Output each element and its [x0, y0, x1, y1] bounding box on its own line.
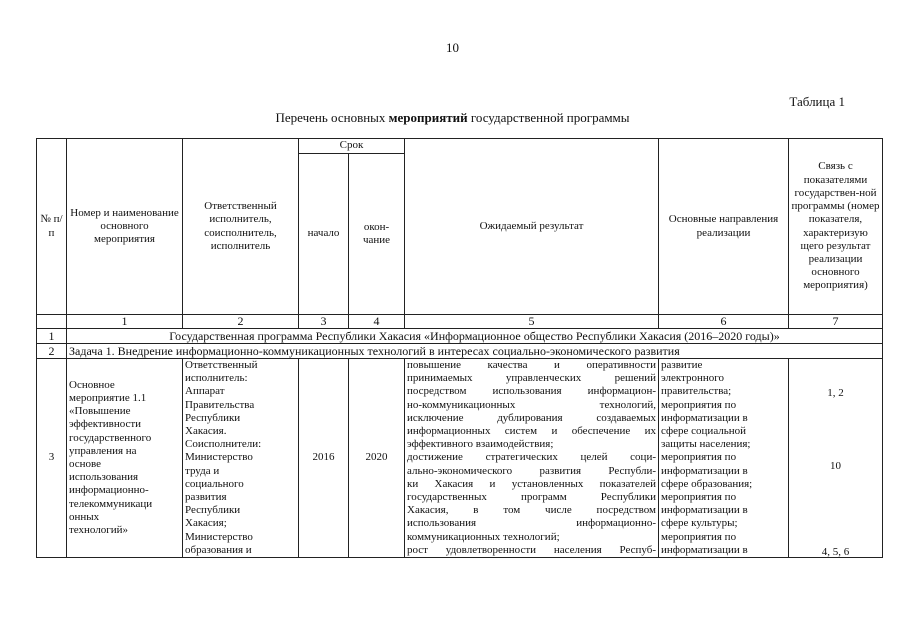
- header-start: начало: [299, 154, 349, 315]
- indicator-link: 10: [830, 460, 841, 472]
- cell-line: основе: [69, 458, 102, 471]
- cell-line: эффективного взаимодействия;: [407, 438, 554, 451]
- indicator-link: 1, 2: [827, 387, 844, 399]
- cell-line: Правительства: [185, 398, 255, 411]
- cell-line: Министерство: [185, 530, 253, 543]
- cell-line: Хакасия;: [185, 517, 227, 530]
- cell-line: Республики: [185, 504, 241, 517]
- cell-line: Основное: [69, 378, 115, 391]
- cell-line: информатизации в: [661, 411, 748, 424]
- cell-line: информационно-: [69, 484, 149, 497]
- cell-line: технологий»: [69, 524, 129, 537]
- program-row-num: 1: [37, 329, 67, 344]
- cell-line: «Повышение: [69, 405, 131, 418]
- event-name: [67, 359, 183, 558]
- cell-line: развитие: [661, 359, 703, 371]
- task-row-text: Задача 1. Внедрение информационно-коммуникационных технологий в интересах социально-экономического развития: [67, 344, 883, 359]
- cell-line: Хакасия.: [185, 425, 227, 438]
- cell-line: мероприятия по: [661, 398, 737, 411]
- header-directions: Основные направления реализации: [659, 139, 789, 315]
- indicator-link: 4, 5, 6: [821, 546, 850, 558]
- cell-line: Ответственный: [185, 359, 258, 371]
- column-number: [37, 315, 67, 329]
- cell-line: мероприятие 1.1: [69, 392, 147, 404]
- event-indicator-links: [789, 359, 883, 558]
- cell-line: государственного: [69, 431, 152, 444]
- cell-line: онных: [69, 510, 100, 523]
- header-result: Ожидаемый результат: [405, 139, 659, 315]
- cell-line: защиты населения;: [661, 438, 751, 451]
- cell-line: Министерство: [185, 451, 253, 464]
- cell-line: управления на: [69, 444, 137, 457]
- cell-line: телекоммуникаци: [69, 497, 153, 510]
- cell-line: исполнитель:: [185, 372, 248, 385]
- cell-line: мероприятия по: [661, 491, 737, 504]
- events-table: [36, 138, 883, 558]
- column-number: 4: [349, 315, 405, 329]
- column-number: 1: [67, 315, 183, 329]
- cell-line: посредством использования информацион-: [407, 385, 656, 398]
- cell-line: использования: [69, 471, 139, 484]
- column-number: 2: [183, 315, 299, 329]
- cell-line: Аппарат: [185, 385, 225, 398]
- cell-line: достижение стратегических целей соци-: [407, 451, 656, 464]
- cell-line: ки Хакасия и установленных показателей: [407, 477, 656, 490]
- cell-line: образования и: [185, 543, 252, 556]
- column-number: 3: [299, 315, 349, 329]
- header-num: № п/п: [37, 139, 67, 315]
- task-row-num: 2: [37, 344, 67, 359]
- cell-line: ально-экономического развития Республи-: [407, 464, 656, 477]
- cell-line: информатизации в: [661, 464, 748, 477]
- cell-line: государственных программ Республики: [407, 491, 656, 504]
- title-bold-word: мероприятий: [388, 110, 468, 125]
- cell-line: мероприятия по: [661, 530, 737, 543]
- table-label: Таблица 1: [789, 94, 845, 109]
- title-end: государственной программы: [467, 110, 630, 125]
- program-row-text: Государственная программа Республики Хакасия «Информационное общество Республики Хакасия (2016–2020 годы)»: [67, 329, 883, 344]
- cell-line: труда и: [185, 464, 220, 477]
- cell-line: Хакасия, в том числе посредством: [407, 504, 656, 517]
- document-title: [0, 110, 905, 126]
- cell-line: повышение качества и оперативности: [407, 359, 656, 371]
- header-term: Срок: [299, 139, 405, 154]
- event-directions: [659, 359, 789, 558]
- column-number: 7: [789, 315, 883, 329]
- event-executor: [183, 359, 299, 558]
- cell-line: сфере культуры;: [661, 517, 738, 530]
- title-start: Перечень основных: [275, 110, 389, 125]
- column-number: 6: [659, 315, 789, 329]
- event-result: [405, 359, 659, 558]
- event-row: [37, 359, 883, 558]
- event-start-year: 2016: [299, 359, 349, 558]
- cell-line: Республики: [185, 411, 241, 424]
- cell-line: коммуникационных технологий;: [407, 530, 560, 543]
- page-number: 10: [446, 40, 459, 55]
- program-row: [37, 329, 883, 344]
- event-num: 3: [37, 359, 67, 558]
- cell-line: использования информационно-: [407, 517, 656, 530]
- header-link: Связь с показателями государствен-ной программы (номер показателя, характеризую щего результат реализации основного мероприятия): [789, 139, 883, 315]
- cell-line: информатизации в: [661, 543, 748, 556]
- cell-line: принимаемых управленческих решений: [407, 372, 656, 385]
- cell-line: сфере социальной: [661, 425, 747, 438]
- column-number: 5: [405, 315, 659, 329]
- cell-line: социального: [185, 477, 244, 490]
- event-end-year: 2020: [349, 359, 405, 558]
- cell-line: но-коммуникационных технологий,: [407, 398, 656, 411]
- cell-line: сфере образования;: [661, 477, 753, 490]
- cell-line: информатизации в: [661, 504, 748, 517]
- cell-line: эффективности: [69, 418, 142, 431]
- header-end: окон-чание: [349, 154, 405, 315]
- task-row: [37, 344, 883, 359]
- cell-line: правительства;: [661, 385, 732, 398]
- cell-line: информационных систем и обеспечение их: [407, 425, 656, 438]
- cell-line: электронного: [661, 372, 725, 385]
- cell-line: мероприятия по: [661, 451, 737, 464]
- header-executor: Ответственный исполнитель, соисполнитель, исполнитель: [183, 139, 299, 315]
- cell-line: исключение дублирования создаваемых: [407, 411, 656, 424]
- cell-line: развития: [185, 491, 227, 504]
- header-name: Номер и наименование основного мероприятия: [67, 139, 183, 315]
- cell-line: Соисполнители:: [185, 438, 262, 451]
- column-numbers-row: [37, 315, 883, 329]
- cell-line: рост удовлетворенности населения Респуб-: [407, 543, 656, 556]
